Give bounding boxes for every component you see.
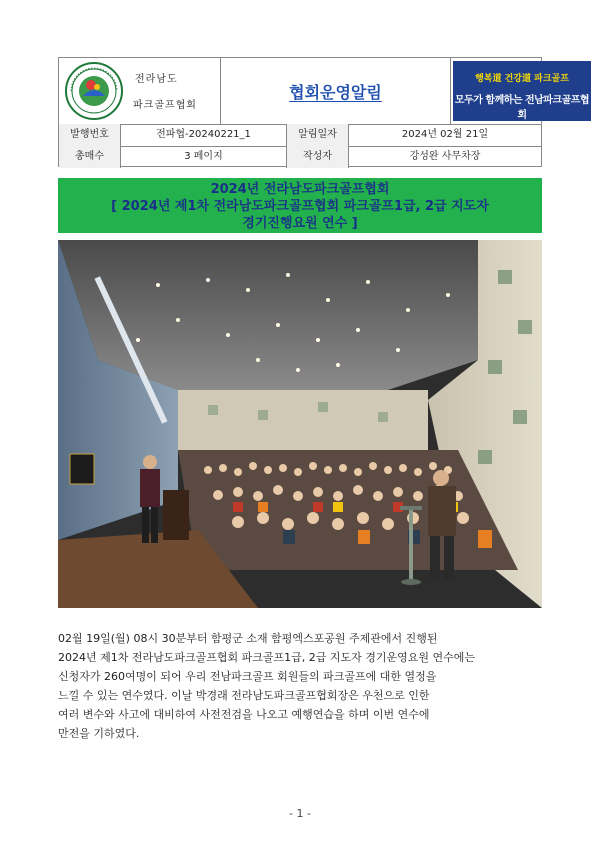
notice-date-value: 2024년 02월 21일	[401, 129, 489, 140]
header-row	[59, 58, 590, 125]
body-line: 2024년 제1차 전라남도파크골프협회 파크골프1급, 2급 지도자 경기운영요원 연수에는	[58, 651, 475, 664]
body-text	[58, 629, 542, 743]
slogan-line2: 모두가 함께하는 전남파크골프협회	[454, 95, 590, 121]
slogan-cell	[451, 58, 590, 124]
slogan-banner	[453, 61, 591, 121]
event-title-line3: 경기진행요원 연수 ]	[242, 216, 358, 231]
slogan-line1: 행복道 건강道 파크골프	[475, 74, 569, 84]
notice-date-label: 알림일자	[287, 124, 349, 146]
total-pages-value: 3 페이지	[121, 146, 287, 168]
body-line: 신청자가 260여명이 되어 우리 전남파크골프 회원들의 파크골프에 대한 열정을	[58, 670, 437, 683]
body-line: 여러 변수와 사고에 대비하여 사전전검을 나오고 예행연습을 하며 이번 연수에	[58, 708, 430, 721]
body-line: 만전을 기하였다.	[58, 727, 140, 740]
event-title-line1: 2024년 전라남도파크골프협회	[210, 182, 390, 197]
author-value: 강성완 사무차장	[409, 151, 481, 162]
notice-title: 협회운영알림	[289, 82, 382, 102]
association-logo-icon	[61, 60, 127, 122]
org-name-line2: 파크골프협회	[133, 100, 197, 111]
page-number: - 1 -	[289, 807, 311, 820]
meta-row-1	[59, 124, 541, 147]
event-title-banner	[58, 178, 542, 233]
event-photo	[58, 240, 542, 608]
author-label: 작성자	[287, 146, 349, 168]
podium	[163, 490, 189, 540]
issue-no-value: 전파협-20240221_1	[121, 124, 287, 146]
meta-row-2	[59, 146, 541, 168]
body-line: 02월 19일(월) 08시 30분부터 함평군 소재 함평엑스포공원 주제관에서 진행된	[58, 632, 438, 645]
org-name-line1: 전라남도	[135, 74, 178, 85]
notice-title-cell	[221, 58, 451, 124]
issue-no-label: 발행번호	[59, 124, 121, 146]
header-table	[58, 57, 590, 167]
flag	[70, 454, 94, 484]
total-pages-label: 총매수	[59, 146, 121, 168]
body-line: 느낄 수 있는 연수였다. 이날 박경래 전라남도파크골프협회장은 우천으로 인한	[58, 689, 430, 702]
event-title-line2: [ 2024년 제1차 전라남도파크골프협회 파크골프1급, 2급 지도자	[111, 199, 489, 214]
logo-cell	[59, 58, 221, 124]
